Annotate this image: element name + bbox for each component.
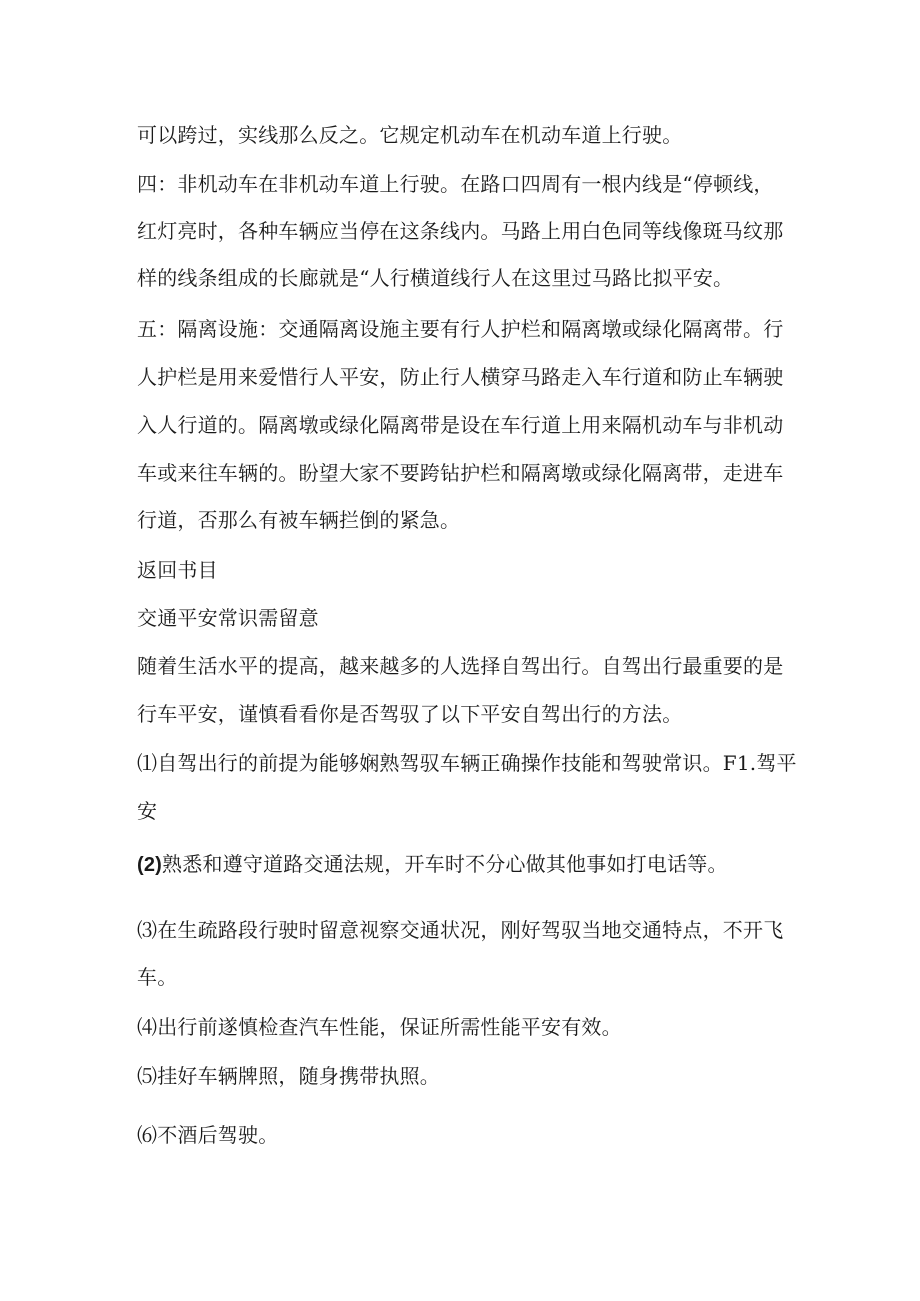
list-item-1: ⑴自驾出行的前提为能够娴熟驾驭车辆正确操作技能和驾驶常识。F1.驾平 [137, 751, 797, 775]
paragraph-line: 随着生活水平的提高，越来越多的人选择自驾出行。自驾出行最重要的是 [137, 654, 784, 678]
paragraph-line: 四：非机动车在非机动车道上行驶。在路口四周有一根内线是“停顿线， [137, 172, 774, 196]
list-item-5: ⑸挂好车辆牌照，随身携带执照。 [137, 1064, 440, 1088]
back-to-contents-link[interactable]: 返回书目 [137, 558, 218, 582]
paragraph-line: 样的线条组成的长廊就是“人行横道线行人在这里过马路比拟平安。 [137, 266, 734, 290]
list-item-2 [137, 840, 787, 889]
list-item-2-number: (2) [137, 854, 163, 876]
paragraph-line: 人护栏是用来爱惜行人平安，防止行人横穿马路走入车行道和防止车辆驶 [137, 365, 784, 389]
list-item-3: ⑶在生疏路段行驶时留意视察交通状况，刚好驾驭当地交通特点，不开飞 [137, 918, 784, 942]
paragraph-line: 行车平安，谨慎看看你是否驾驭了以下平安自驾出行的方法。 [137, 702, 683, 726]
paragraph-line: 五：隔离设施：交通隔离设施主要有行人护栏和隔离墩或绿化隔离带。行 [137, 317, 784, 341]
paragraph-line: 可以跨过，实线那么反之。它规定机动车在机动车道上行驶。 [137, 123, 683, 147]
paragraph-line: 车或来往车辆的。盼望大家不要跨钻护栏和隔离墩或绿化隔离带，走进车 [137, 461, 784, 485]
list-item-2-text: 熟悉和遵守道路交通法规，开车时不分心做其他事如打电话等。 [162, 852, 728, 876]
list-item-4: ⑷出行前遂慎检查汽车性能，保证所需性能平安有效。 [137, 1015, 622, 1039]
section-heading: 交通平安常识需留意 [137, 606, 319, 630]
paragraph-line: 红灯亮时，各种车辆应当停在这条线内。马路上用白色同等线像斑马纹那 [137, 219, 784, 243]
paragraph-line: 行道，否那么有被车辆拦倒的紧急。 [137, 508, 461, 532]
list-item-3-continuation: 车。 [137, 965, 178, 989]
paragraph-line: 入人行道的。隔离墩或绿化隔离带是设在车行道上用来隔机动车与非机动 [137, 413, 784, 437]
list-item-1-continuation: 安 [137, 799, 158, 823]
list-item-6: ⑹不酒后驾驶。 [137, 1123, 279, 1147]
